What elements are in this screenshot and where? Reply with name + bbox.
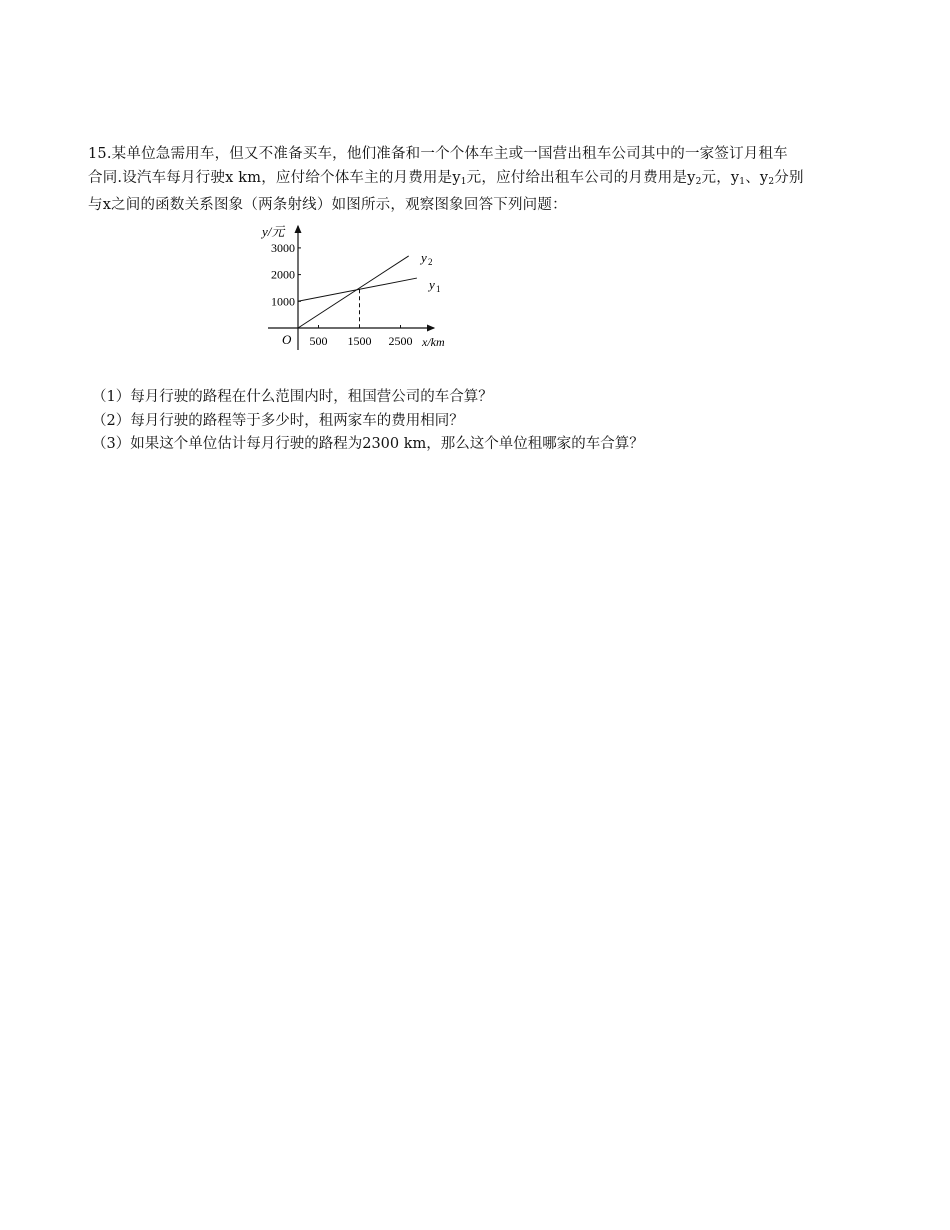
y-tick-label: 1000 [271,294,295,309]
x-tick-label: 2500 [388,334,413,348]
svg-text:1: 1 [436,284,441,294]
y-tick-label: 2000 [271,267,295,282]
series-group [298,256,417,328]
question-2: （2）每月行驶的路程等于多少时，租两家车的费用相同？ [92,412,464,429]
x-axis-label: x/km [422,335,445,349]
problem-line-1: 15.某单位急需用车，但又不准备买车，他们准备和一个个体车主或一国营出租车公司其中的一家签订月租车 [88,146,788,162]
svg-text:y: y [421,250,427,265]
question-3: （3）如果这个单位估计每月行驶的路程为2300 km，那么这个单位租哪家的车合算？ [92,436,644,452]
problem-line-2: 合同.设汽车每月行驶x km，应付给个体车主的月费用是$y_1$元，应付给出租车公司的月费用是$y_2$元，$y_1$、$y_2$分别 [88,169,804,187]
tick-group [271,241,413,348]
svg-text:2: 2 [428,257,433,267]
problem-line-3: 与x之间的函数关系图象（两条射线）如图所示，观察图象回答下列问题： [88,197,567,213]
function-graph [258,222,468,357]
svg-text:y: y [429,277,435,292]
y-tick-label: 3000 [271,240,295,255]
series-label-y1 [427,277,441,294]
origin-label: O [282,332,292,347]
series-label-y2 [419,250,433,267]
y-axis-label: y/元 [262,224,285,239]
x-tick-label: 1500 [347,334,372,348]
question-1: （1）每月行驶的路程在什么范围内时，租国营公司的车合算？ [92,389,493,405]
chart-svg [258,222,468,357]
problem-number: 15. [88,146,112,162]
question-list [92,386,872,457]
x-tick-label: 500 [309,334,328,348]
series-line-y2 [298,256,409,328]
problem-statement [88,143,868,218]
